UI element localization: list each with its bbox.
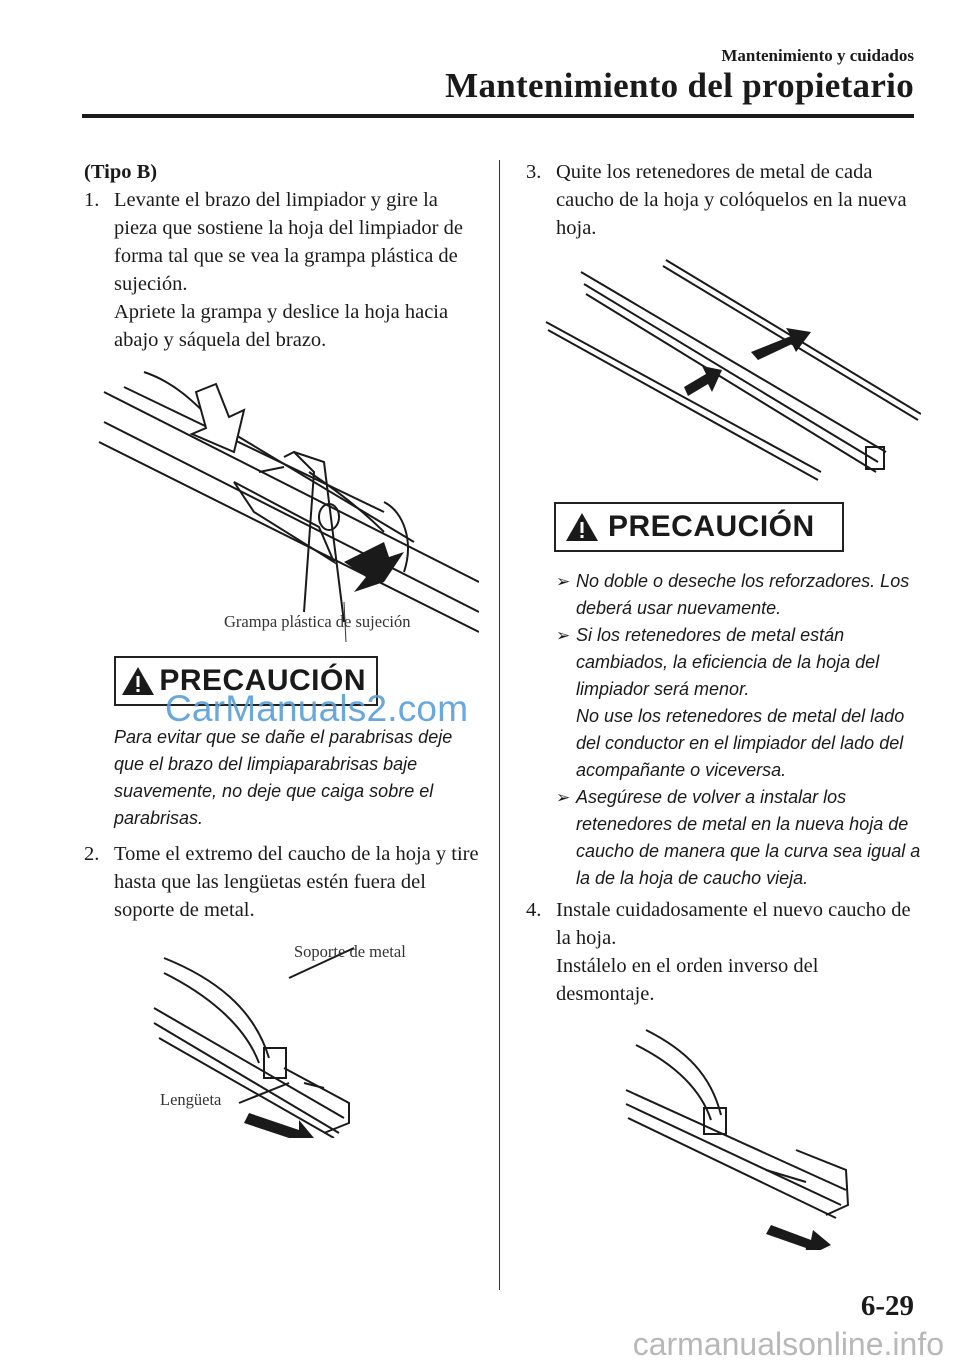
install-blade-illustration [526,1020,921,1250]
step-text: Tome el extremo del caucho de la hoja y tire hasta que las lengüetas estén fuera del soporte de metal. [114,843,479,921]
caution-bullet-2: ➢ Si los retenedores de metal están cambiados, la eficiencia de la hoja del limpiador será menor. No use los retenedores de metal del lado del conductor en el limpiador del lado del acompañante o viceversa. [556,622,921,784]
wiper-arm-illustration [84,362,479,642]
retainers-illustration [526,252,921,482]
figure-wiper-arm-clip [84,362,479,642]
step-text: Levante el brazo del limpiador y gire la pieza que sostiene la hoja del limpiador de forma tal que se vea la grampa plástica de sujeción. [114,189,463,295]
subtitle-type-b: (Tipo B) [84,161,158,183]
left-column [84,158,479,1138]
caution-label: PRECAUCIÓN [608,510,815,543]
step-2 [84,840,479,924]
caution-bullet-2-extra: No use los retenedores de metal del lado del conductor en el limpiador del lado del acompañante o viceversa. [576,706,905,780]
section-label: Mantenimiento y cuidados [721,46,914,65]
bullet-arrow-icon: ➢ [556,626,571,645]
warning-icon [116,665,159,697]
step-number: 2. [84,843,100,865]
fig2-label-tab: Lengüeta [160,1090,222,1109]
figure-metal-retainers [526,252,921,482]
caution-bullet-1: ➢ No doble o deseche los reforzadores. Los deberá usar nuevamente. [556,568,921,622]
step-1 [84,186,479,354]
page-number: 6-29 [860,1290,914,1322]
figure-rubber-tab [84,938,479,1138]
right-column [526,158,921,1250]
step-3 [526,158,921,242]
fig1-label: Grampa plástica de sujeción [224,612,411,631]
caution-box-2 [554,502,844,552]
warning-icon [556,511,608,543]
figure-install-rubber [526,1020,921,1250]
caution-bullets [556,568,921,892]
step-text-2: Apriete la grampa y deslice la hoja hacia abajo y sáquela del brazo. [114,301,449,351]
step-number: 3. [526,161,542,183]
column-divider [499,160,500,1290]
page-title: Mantenimiento del propietario [445,66,914,105]
header-rule [82,114,914,118]
caution-label: PRECAUCIÓN [159,664,366,697]
step-text: Instale cuidadosamente el nuevo caucho de la hoja. [556,899,911,949]
step-number: 4. [526,899,542,921]
step-4 [526,896,921,1008]
watermark-text: CarManuals2.com [165,688,469,729]
bullet-arrow-icon: ➢ [556,788,571,807]
step-text-2: Instálelo en el orden inverso del desmontaje. [556,955,819,1005]
step-text: Quite los retenedores de metal de cada caucho de la hoja y colóquelos en la nueva hoja. [556,161,907,239]
bullet-arrow-icon: ➢ [556,572,571,591]
footer-watermark: carmanualsonline.info [632,1326,944,1362]
step-number: 1. [84,189,100,211]
caution-bullet-3: ➢ Asegúrese de volver a instalar los retenedores de metal en la nueva hoja de caucho de manera que la curva sea igual a la de la hoja de caucho vieja. [556,784,921,892]
rubber-blade-illustration [84,938,479,1138]
caution-text: Para evitar que se dañe el parabrisas deje que el brazo del limpiaparabrisas baje suavemente, no deje que caiga sobre el parabrisas. [114,727,453,828]
fig2-label-metal-support: Soporte de metal [294,942,406,961]
